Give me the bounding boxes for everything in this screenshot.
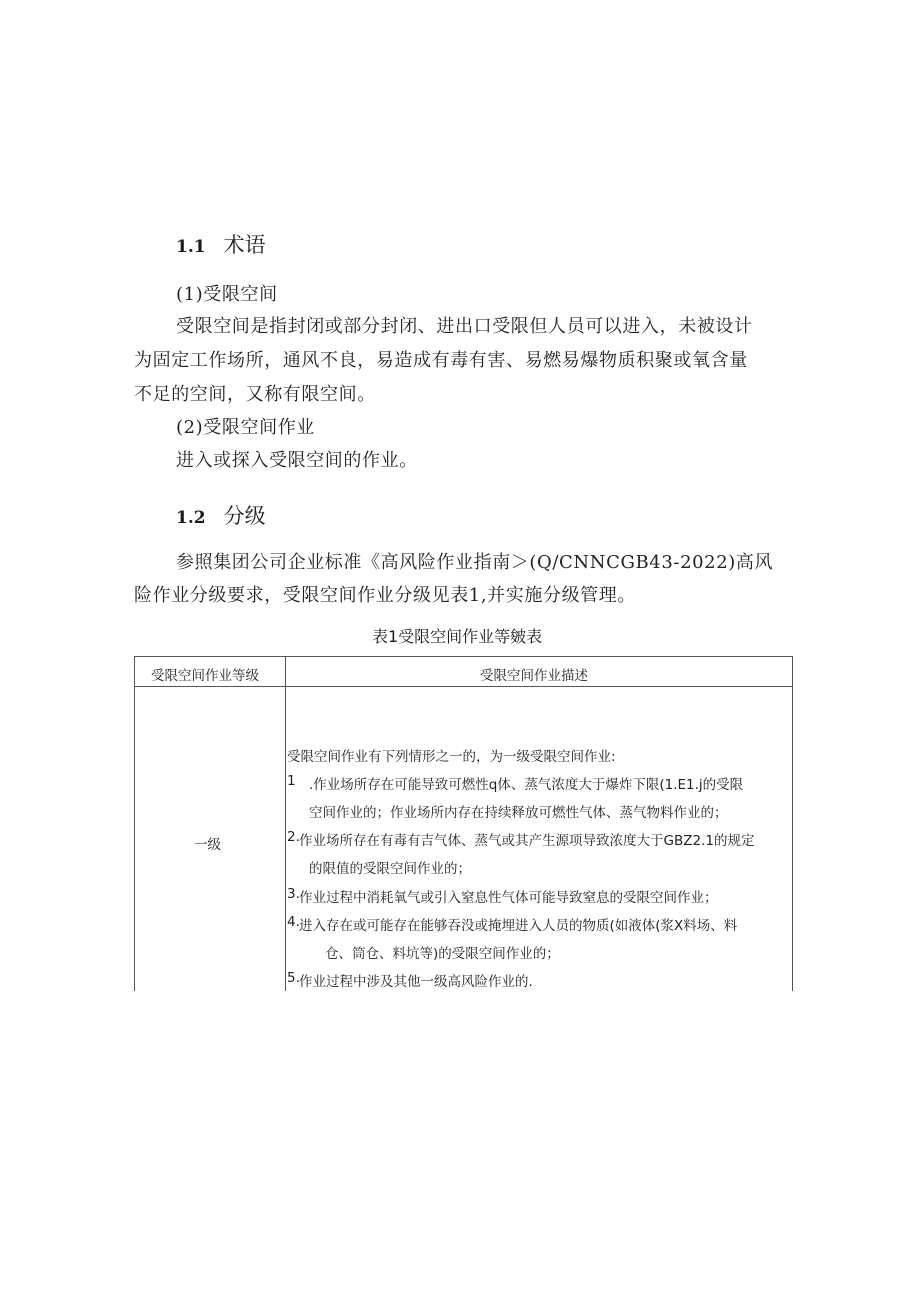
item-5-line-1: 作业过程中涉及其他一级高风险作业的. [299,974,533,990]
table-border-right [792,656,793,991]
item-2-line-1: 作业场所存在有毒有吉气体、蒸气或其产生源项导致浓度大于GBZ2.1的规定 [299,833,755,849]
table-border-top [134,656,793,657]
item-3-line-1: 作业过程中消耗氧气或引入窒息性气体可能导致窒息的受限空间作业； [299,890,718,906]
term2-heading: (2)受限空间作业 [176,417,315,438]
section-title: 分级 [223,504,266,528]
term1-line-1: 受限空间是指封闭或部分封闭、进出口受限但人员可以进入，未被设计 [176,316,753,337]
section-1-1-heading [176,229,266,259]
section-number: 1.2 [176,508,206,528]
section-number: 1.1 [176,237,206,257]
term2-line: 进入或探入受限空间的作业。 [176,450,418,471]
table-caption: 表1受限空间作业等皴表 [372,627,543,646]
item-2-marker: 2. [287,829,300,845]
classification-para-line-1: 参照集团公司企业标准《高风险作业指南＞(Q/CNNCGB43-2022)高风 [176,552,774,573]
term1-line-3: 不足的空间，又称有限空间。 [134,384,376,405]
classification-table [134,656,793,991]
term1-heading: (1)受限空间 [176,284,278,305]
item-5-marker: 5. [287,970,300,986]
item-4-line-1: 进入存在或可能存在能够吞没或掩埋进入人员的物质(如液体(浆X料场、料 [299,918,738,934]
item-1-marker: 1 [287,773,296,789]
table-header-divider [134,686,793,687]
description-intro: 受限空间作业有下列情形之一的，为一级受限空间作业: [287,749,616,765]
table-border-left [134,656,135,991]
item-3-marker: 3. [287,886,300,902]
level-cell: 一级 [194,837,221,853]
section-1-2-heading [176,500,266,530]
table-header-level: 受限空间作业等级 [151,668,259,684]
classification-para-line-2: 险作业分级要求，受限空间作业分级见表1,并实施分级管理。 [134,585,636,606]
section-title: 术语 [223,233,266,257]
table-column-divider [285,656,286,991]
item-2-line-2: 的限值的受限空间作业的； [309,861,471,877]
table-header-description: 受限空间作业描述 [480,668,588,684]
item-4-marker: 4. [287,914,300,930]
item-4-line-2: 仓、筒仓、料坑等)的受限空间作业的； [325,946,560,962]
item-1-line-1: .作业场所存在可能导致可燃性q体、蒸气浓度大于爆炸下限(1.E1.j的受限 [309,777,744,793]
item-1-line-2: 空间作业的；作业场所内存在持续释放可燃性气体、蒸气物料作业的； [309,805,728,821]
term1-line-2: 为固定工作场所，通风不良，易造成有毒有害、易燃易爆物质积聚或氧含量 [134,350,748,371]
